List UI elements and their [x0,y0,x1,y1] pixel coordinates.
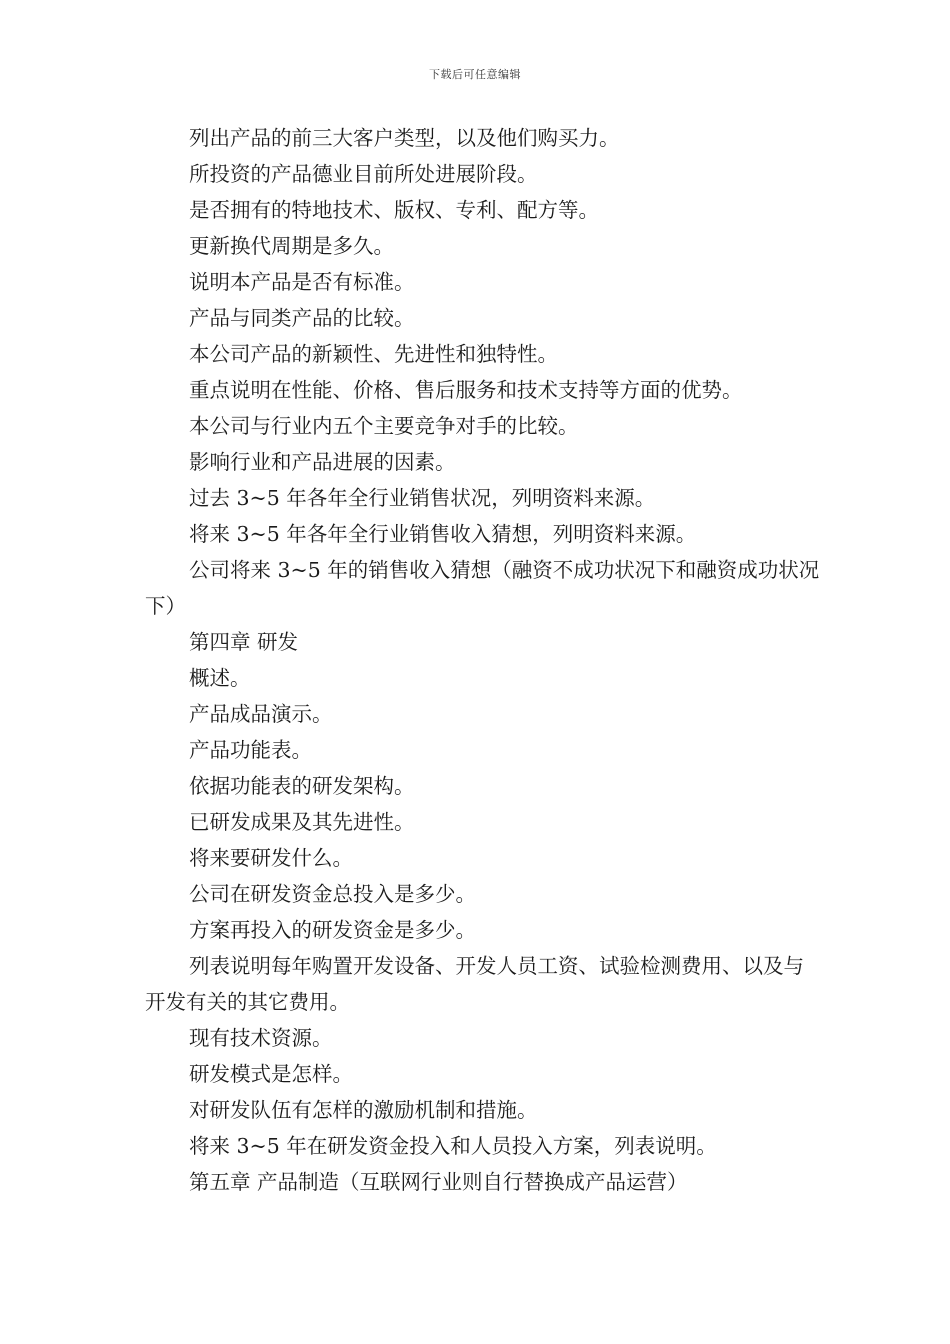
paragraph-competitor-comparison: 本公司与行业内五个主要竞争对手的比较。 [189,414,579,438]
paragraph-standards: 说明本产品是否有标准。 [189,270,415,294]
paragraph-development-stage: 所投资的产品德业目前所处进展阶段。 [189,162,538,186]
chapter-heading-manufacturing: 第五章 产品制造（互联网行业则自行替换成产品运营） [189,1170,688,1194]
paragraph-customer-types: 列出产品的前三大客户类型，以及他们购买力。 [189,126,620,150]
paragraph-technology-ip: 是否拥有的特地技术、版权、专利、配方等。 [189,198,599,222]
paragraph-rd-results: 已研发成果及其先进性。 [189,810,415,834]
paragraph-company-sales-forecast: 公司将来 3~5 年的销售收入猜想（融资不成功状况下和融资成功状况下） [145,558,820,618]
paragraph-annual-rd-costs: 列表说明每年购置开发设备、开发人员工资、试验检测费用、以及与开发有关的其它费用。 [145,954,804,1014]
paragraph-feature-table: 产品功能表。 [189,738,312,762]
document-body [145,120,820,1200]
page-header: 下载后可任意编辑 [429,68,521,81]
paragraph-planned-rd-investment: 方案再投入的研发资金是多少。 [189,918,476,942]
chapter-heading-rd: 第四章 研发 [189,630,299,654]
paragraph-tech-resources: 现有技术资源。 [189,1026,333,1050]
paragraph-future-industry-sales: 将来 3~5 年各年全行业销售收入猜想，列明资料来源。 [189,522,697,546]
paragraph-novelty: 本公司产品的新颖性、先进性和独特性。 [189,342,558,366]
paragraph-product-comparison: 产品与同类产品的比较。 [189,306,415,330]
paragraph-total-rd-investment: 公司在研发资金总投入是多少。 [189,882,476,906]
paragraph-influencing-factors: 影响行业和产品进展的因素。 [189,450,456,474]
paragraph-future-rd: 将来要研发什么。 [189,846,353,870]
paragraph-rd-model: 研发模式是怎样。 [189,1062,353,1086]
paragraph-rd-architecture: 依据功能表的研发架构。 [189,774,415,798]
paragraph-update-cycle: 更新换代周期是多久。 [189,234,394,258]
paragraph-future-rd-plan: 将来 3~5 年在研发资金投入和人员投入方案，列表说明。 [189,1134,717,1158]
paragraph-product-demo: 产品成品演示。 [189,702,333,726]
paragraph-overview: 概述。 [189,666,251,690]
paragraph-past-sales: 过去 3~5 年各年全行业销售状况，列明资料来源。 [189,486,656,510]
paragraph-advantages: 重点说明在性能、价格、售后服务和技术支持等方面的优势。 [189,378,743,402]
paragraph-incentives: 对研发队伍有怎样的激励机制和措施。 [189,1098,538,1122]
